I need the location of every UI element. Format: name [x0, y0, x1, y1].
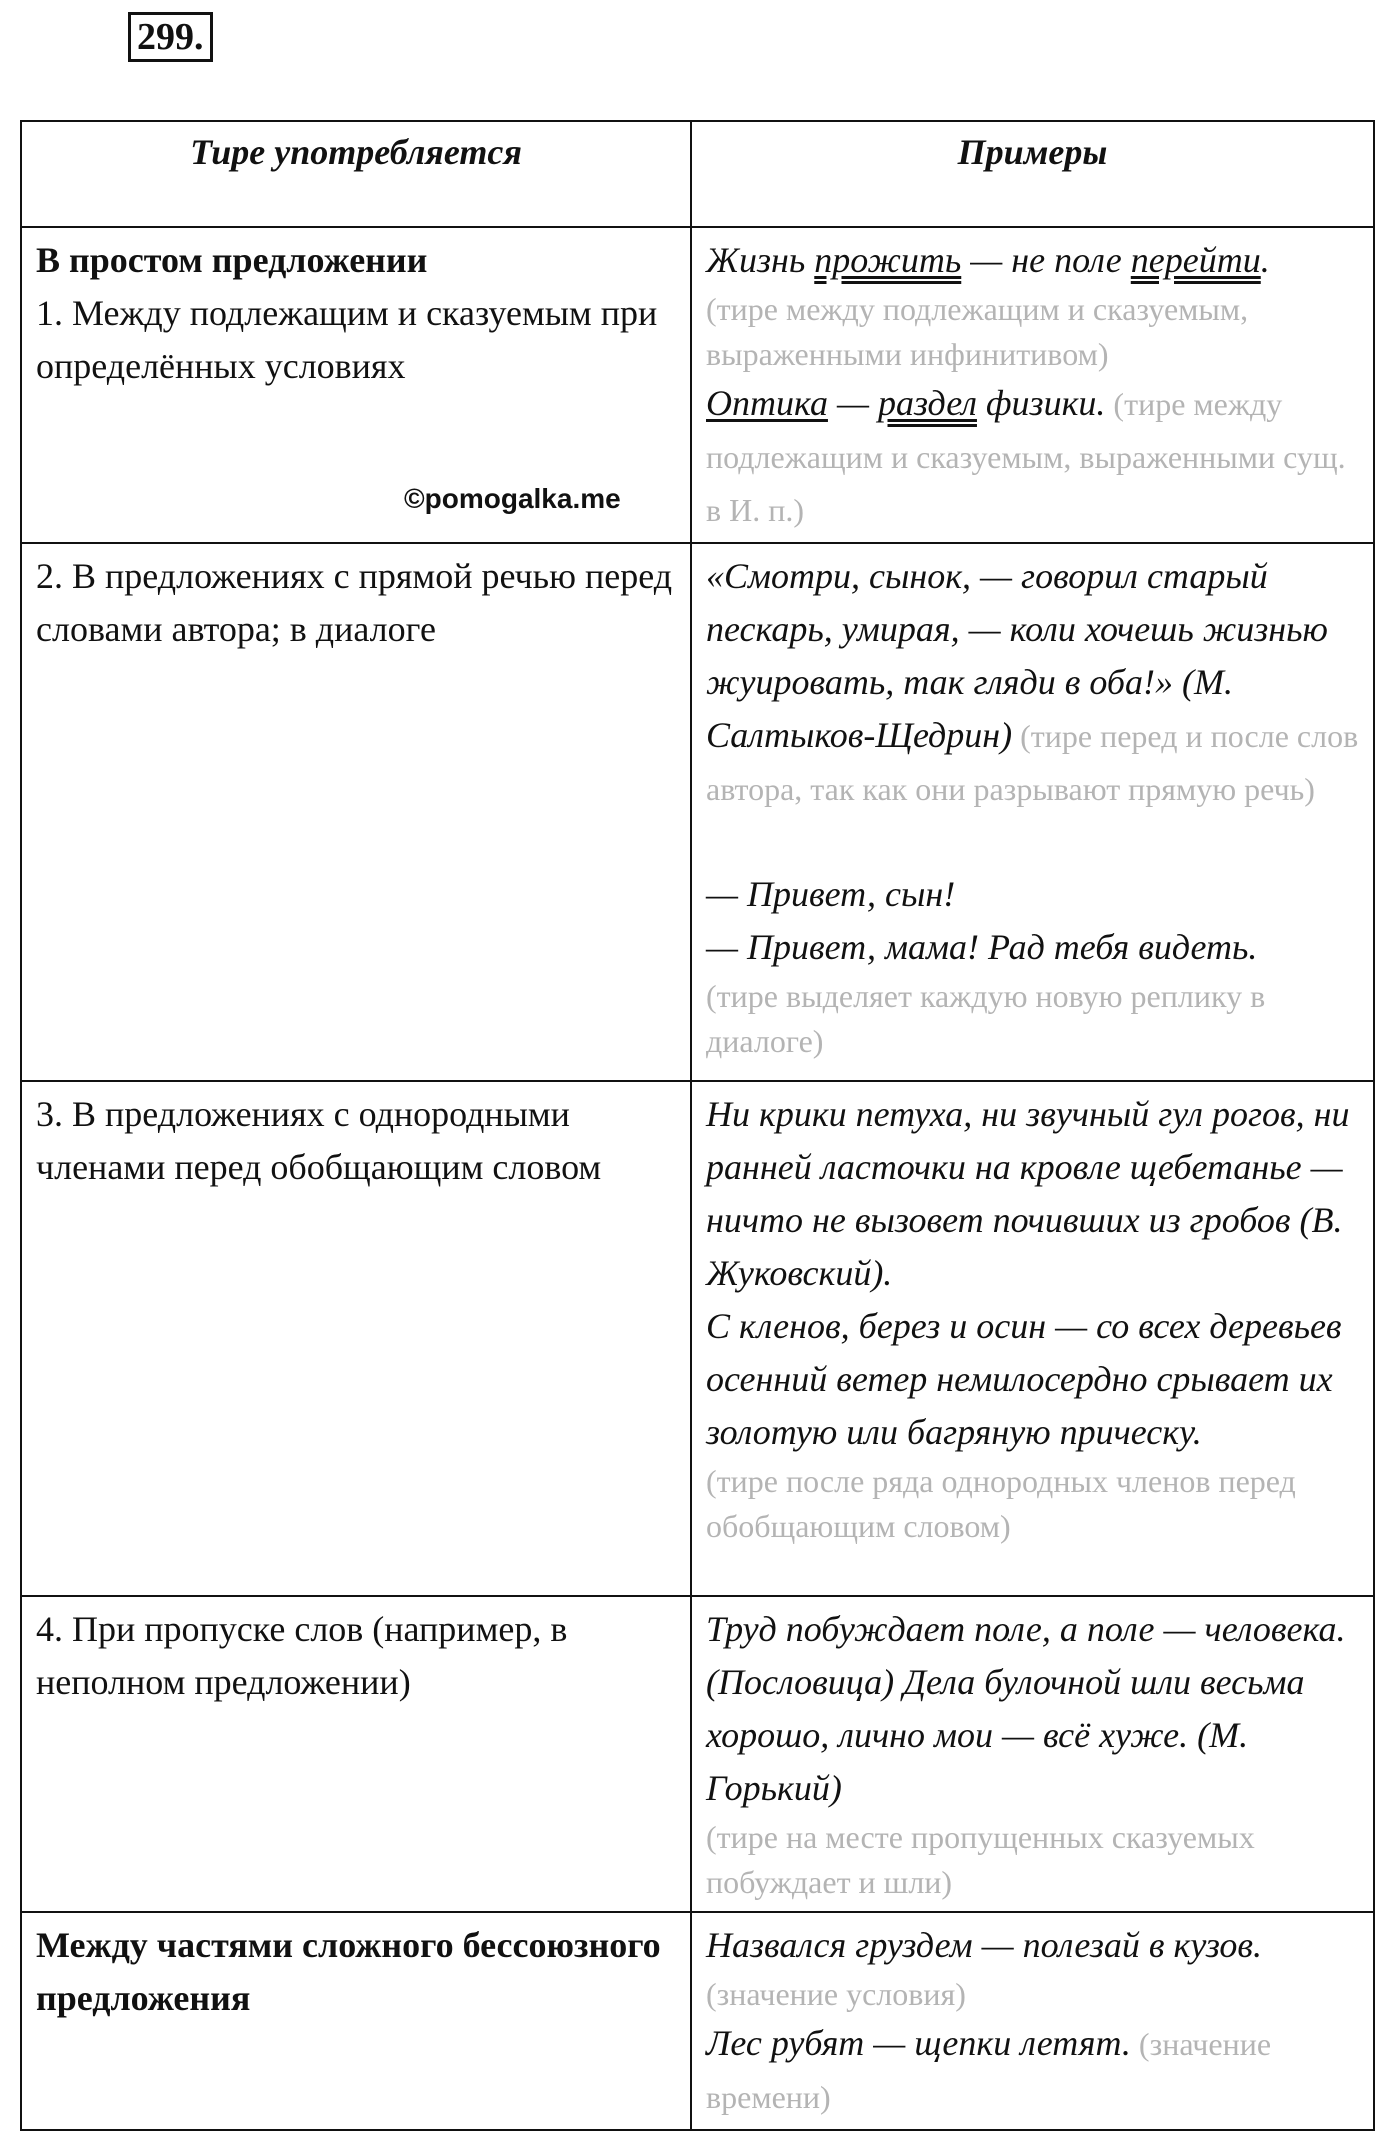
- example-note: (тире выделяет каждую новую реплику в диалоге): [706, 978, 1266, 1059]
- task-number: [128, 12, 213, 62]
- example-part: .: [1260, 240, 1270, 280]
- example-predicate: перейти: [1130, 240, 1261, 280]
- table-row: [21, 1081, 1374, 1596]
- example-text: [706, 550, 1359, 815]
- table-row: [21, 543, 1374, 1081]
- example-note: (тире перед и после слов автора, так как они разрывают прямую речь): [706, 718, 1359, 807]
- example-note: (тире между подлежащим и сказуемым, выраженными инфинитивом): [706, 291, 1249, 372]
- example-cell: [691, 543, 1374, 1081]
- table-row: [21, 227, 1374, 543]
- example-cell: [691, 1912, 1374, 2130]
- rule-text: 3. В предложениях с однородными членами перед обобщающим словом: [36, 1094, 602, 1187]
- table-row: [21, 1912, 1374, 2130]
- dialogue-line: — Привет, сын!: [706, 874, 956, 914]
- dialogue-line: — Привет, мама! Рад тебя видеть.: [706, 927, 1258, 967]
- rule-section-title: В простом предложении: [36, 240, 428, 280]
- example-note: (тире после ряда однородных членов перед обобщающим словом): [706, 1463, 1296, 1544]
- example-text: [706, 234, 1359, 287]
- rule-cell: [21, 1596, 691, 1912]
- rule-section-title: Между частями сложного бессоюзного предложения: [36, 1925, 661, 2018]
- rule-text: 4. При пропуске слов (например, в неполном предложении): [36, 1609, 568, 1702]
- example-part: —: [827, 383, 878, 423]
- table-row: [21, 1596, 1374, 1912]
- rule-text: 1. Между подлежащим и сказуемым при определённых условиях: [36, 293, 658, 386]
- example-text: [706, 377, 1359, 536]
- example-part: Лес рубят — щепки летят.: [706, 2023, 1131, 2063]
- example-subject: Оптика: [706, 383, 828, 423]
- example-cell: [691, 1081, 1374, 1596]
- header-rule: Тире употребляется: [21, 121, 691, 227]
- task-number-box: [128, 12, 213, 62]
- example-text: Труд побуждает поле, а поле — человека. (Пословица) Дела булочной шли весьма хорошо, лично мои — всё хуже. (М. Горький): [706, 1609, 1346, 1808]
- rule-cell: [21, 1912, 691, 2130]
- example-cell: [691, 227, 1374, 543]
- header-examples: Примеры: [691, 121, 1374, 227]
- example-part: Жизнь: [706, 240, 815, 280]
- example-text: Ни крики петуха, ни звучный гул рогов, ни ранней ласточки на кровле щебетанье — ничто не вызовет почивших из гробов (В. Жуковский).: [706, 1094, 1350, 1293]
- spacer: [706, 815, 1359, 868]
- dash-usage-table: [20, 120, 1375, 2131]
- task-number-text: 299.: [137, 16, 204, 58]
- example-note: (тире между подлежащим и сказуемым, выраженными сущ. в И. п.): [706, 386, 1346, 528]
- rule-cell: [21, 1081, 691, 1596]
- example-predicate: прожить: [814, 240, 962, 280]
- example-text: Назвался груздем — полезай в кузов.: [706, 1925, 1263, 1965]
- example-text: С кленов, берез и осин — со всех деревьев осенний ветер немилосердно срывает их золотую или багряную прическу.: [706, 1306, 1342, 1452]
- example-note: (значение условия): [706, 1976, 966, 2012]
- watermark: ©pomogalka.me: [404, 483, 621, 514]
- example-cell: [691, 1596, 1374, 1912]
- rule-text: 2. В предложениях с прямой речью перед словами автора; в диалоге: [36, 556, 673, 649]
- table-header-row: [21, 121, 1374, 227]
- example-note: (значение времени): [706, 2026, 1272, 2115]
- example-note: (тире на месте пропущенных сказуемых побуждает и шли): [706, 1819, 1255, 1900]
- rule-cell: [21, 543, 691, 1081]
- example-predicate: раздел: [877, 383, 977, 423]
- example-part: «Смотри, сынок, — говорил старый пескарь, умирая, — коли хочешь жизнью жуировать, так гляди в оба!» (М. Салтыков-Щедрин): [706, 556, 1328, 755]
- example-part: физики.: [976, 383, 1106, 423]
- example-text: [706, 2017, 1359, 2123]
- example-part: — не поле: [961, 240, 1131, 280]
